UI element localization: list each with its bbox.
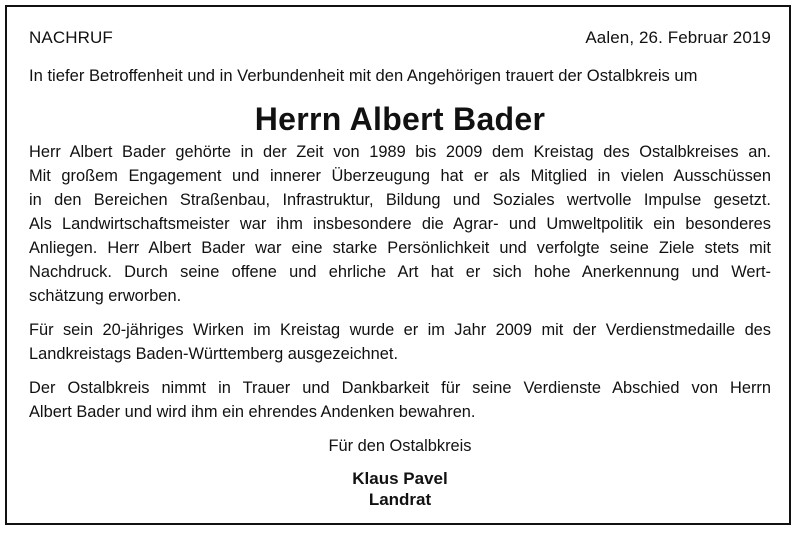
text-line: schätzung erworben. — [29, 287, 182, 305]
text-line: Für sein 20-jähriges Wirken im Kreistag wurde er im Jahr 2009 mit der Verdienstmedaille des — [29, 321, 771, 339]
signer-block — [29, 468, 771, 510]
paragraph-farewell — [29, 376, 771, 424]
signer-name: Klaus Pavel — [352, 469, 448, 488]
notice-date: Aalen, 26. Februar 2019 — [585, 28, 771, 47]
text-line: Mit großem Engagement und innerer Überzeugung hat er als Mitglied in vielen Ausschüssen — [29, 167, 771, 185]
text-line: Albert Bader und wird ihm ein ehrendes Andenken bewahren. — [29, 403, 476, 421]
text-line: Herr Albert Bader gehörte in der Zeit von 1989 bis 2009 dem Kreistag des Ostalbkreises an. — [29, 143, 771, 161]
text-line: Anliegen. Herr Albert Bader war eine starke Persönlichkeit und verfolgte seine Ziele stets mit — [29, 239, 771, 257]
signer-title: Landrat — [368, 490, 432, 509]
notice-header — [29, 26, 771, 50]
deceased-name: Herrn Albert Bader — [254, 101, 546, 137]
intro-text: In tiefer Betroffenheit und in Verbundenheit mit den Angehörigen trauert der Ostalbkreis um — [29, 66, 698, 85]
paragraph-career — [29, 140, 771, 308]
text-line: Nachdruck. Durch seine offene und ehrliche Art hat er sich hohe Anerkennung und Wert- — [29, 263, 771, 281]
text-line: Der Ostalbkreis nimmt in Trauer und Dankbarkeit für seine Verdienste Abschied von Herrn — [29, 379, 771, 397]
text-line: Landkreistags Baden-Württemberg ausgezeichnet. — [29, 345, 398, 363]
paragraph-award — [29, 318, 771, 366]
text-line: Als Landwirtschaftsmeister war ihm insbesondere die Agrar- und Umweltpolitik ein besonderes — [29, 215, 771, 233]
text-line: in den Bereichen Straßenbau, Infrastruktur, Bildung und Soziales wertvolle Impulse gesetzt. — [29, 191, 771, 209]
notice-label: NACHRUF — [29, 28, 113, 47]
signoff-text: Für den Ostalbkreis — [328, 437, 472, 455]
obituary-notice — [29, 26, 771, 510]
